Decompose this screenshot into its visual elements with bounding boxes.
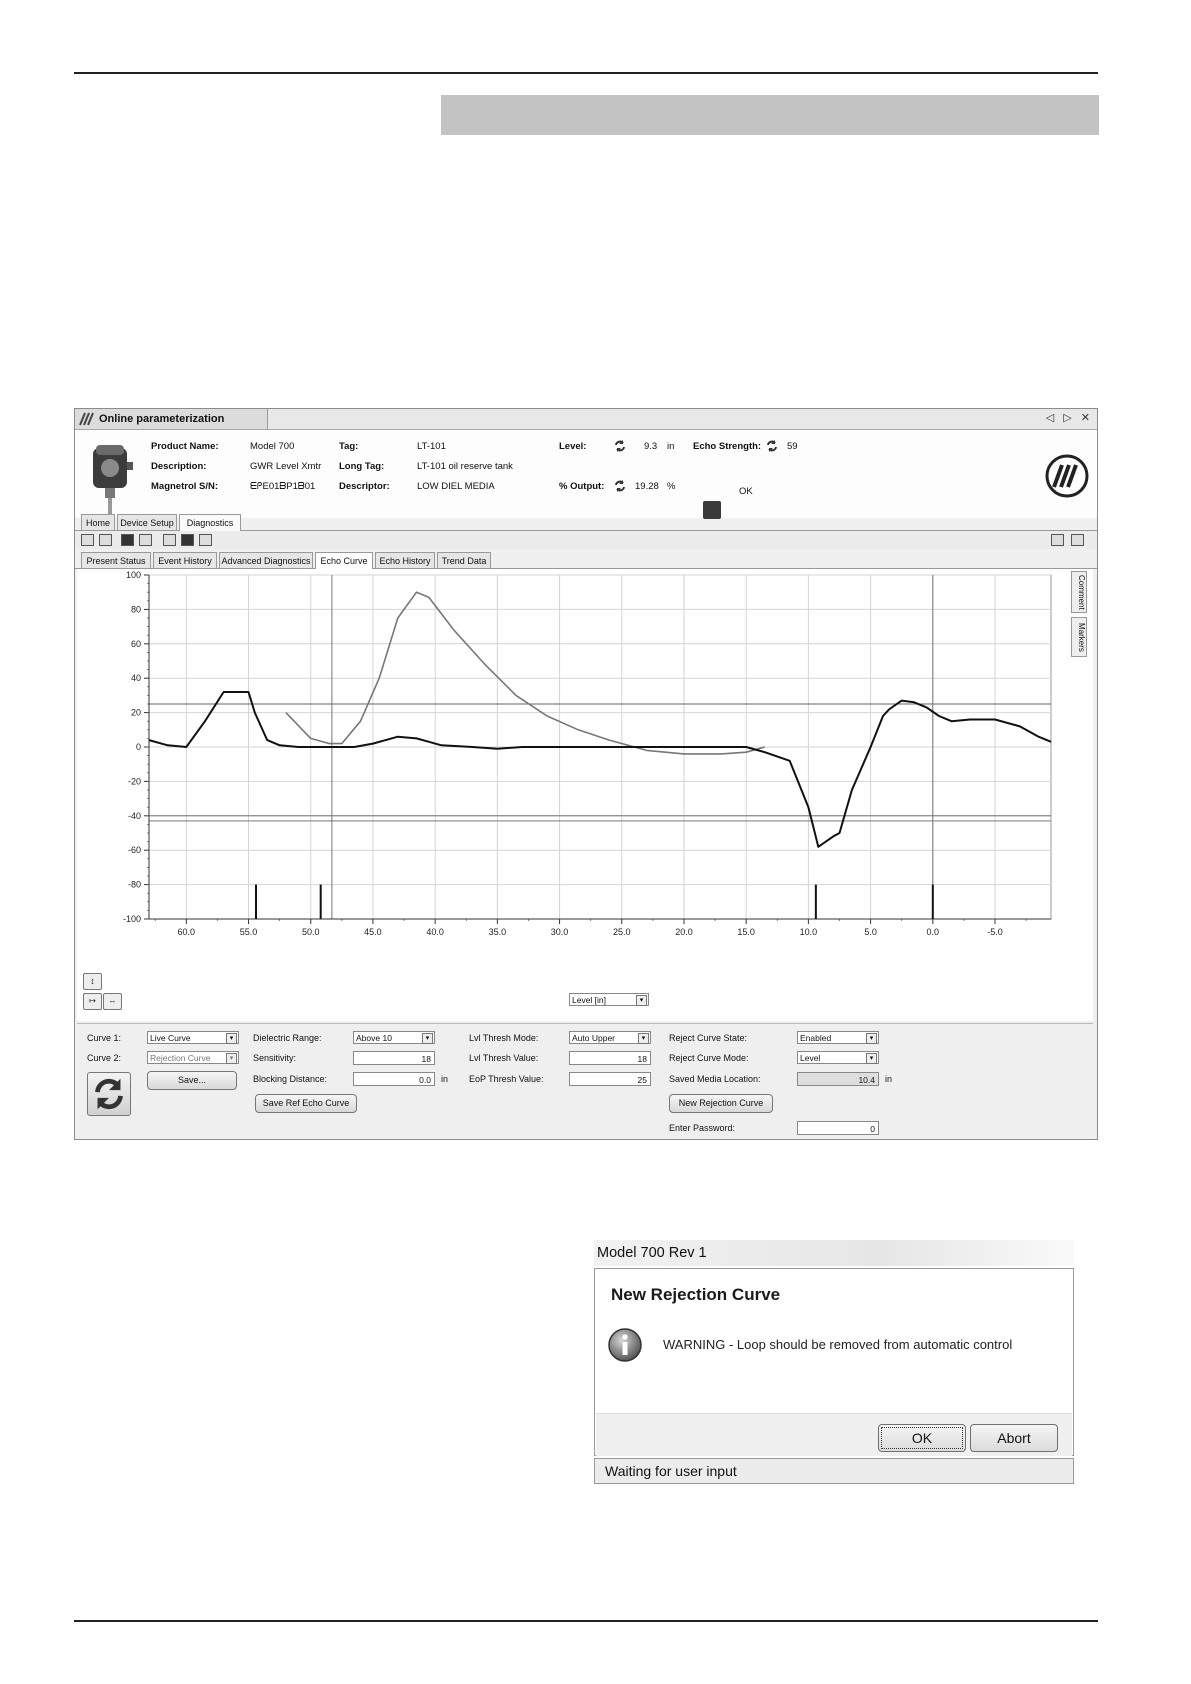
descriptor-label: Descriptor: [339,481,390,492]
blocking-distance-label: Blocking Distance: [253,1074,328,1084]
x-tick-label: 35.0 [488,927,507,937]
x-tick-label: 50.0 [301,927,320,937]
eop-thresh-value-input[interactable]: 25 [569,1072,651,1086]
tab-echo-history[interactable]: Echo History [375,552,435,568]
level-label: Level: [559,441,587,452]
output-label: % Output: [559,481,605,492]
x-tick-label: 0.0 [926,927,940,937]
reject-curve-mode-label: Reject Curve Mode: [669,1053,749,1063]
window-controls[interactable]: ◁ ▷ ✕ [1045,412,1093,424]
info-icon [607,1327,643,1363]
x-tick-label: 15.0 [737,927,755,937]
serial-label: Magnetrol S/N: [151,481,219,492]
tab-trend-data[interactable]: Trend Data [437,552,491,568]
curve2-label: Curve 2: [87,1053,122,1063]
saved-media-location-label: Saved Media Location: [669,1074,761,1084]
dielectric-range-select[interactable] [353,1031,435,1044]
diagnostics-sub-tab-bar [75,550,1097,569]
y-tick-label: -20 [127,776,141,787]
tag-label: Tag: [339,441,359,452]
tab-home[interactable]: Home [81,514,115,530]
zoom-out-horizontal-button[interactable]: ↔ [103,993,122,1010]
lvl-thresh-value-label: Lvl Thresh Value: [469,1053,539,1063]
curve1-label: Curve 1: [87,1033,122,1043]
window-tab[interactable] [75,409,268,429]
curve2-value: Rejection Curve [150,1053,211,1063]
y-tick-label: 0 [135,742,141,752]
dialog-body [594,1268,1074,1456]
ok-button[interactable]: OK [878,1424,966,1452]
lvl-thresh-mode-select[interactable] [569,1031,651,1044]
dialog-message: WARNING - Loop should be removed from automatic control [663,1337,1013,1352]
reject-curve-state-label: Reject Curve State: [669,1033,748,1043]
blocking-distance-unit: in [441,1074,449,1084]
x-tick-label: 20.0 [675,927,693,937]
dialog-status-bar: Waiting for user input [594,1458,1074,1484]
comment-side-tab[interactable]: Comment [1071,571,1087,613]
y-tick-label: 100 [125,570,141,580]
echo-curve-panel [77,569,1093,1021]
window-tab-label: Online parameterization [99,413,225,425]
chevron-down-icon: ▾ [422,1033,433,1044]
x-axis-unit-select[interactable] [569,993,649,1006]
reject-curve-mode-value: Level [800,1053,821,1063]
app-logo-icon [79,412,95,426]
y-tick-label: -80 [127,879,141,890]
dielectric-range-label: Dielectric Range: [253,1033,322,1043]
level-unit: in [667,441,675,452]
device-header [75,430,1097,518]
tab-event-history[interactable]: Event History [153,552,217,568]
chevron-down-icon: ▾ [226,1033,237,1044]
echo-control-panel [77,1023,1093,1138]
tab-diagnostics[interactable]: Diagnostics [179,514,241,531]
product-name-value: Model 700 [250,441,295,452]
save-ref-echo-curve-button[interactable]: Save Ref Echo Curve [255,1094,357,1113]
transmitter-image [87,442,135,516]
y-tick-label: 60 [130,638,141,649]
long-tag-value: LT-101 oil reserve tank [417,461,513,472]
blocking-distance-input[interactable]: 0.0 [353,1072,435,1086]
layout-icon[interactable] [81,534,94,546]
magnetrol-logo-icon [1045,454,1089,498]
output-refresh-icon[interactable] [613,479,627,493]
tab-echo-curve[interactable]: Echo Curve [315,552,373,569]
y-tick-label: 80 [130,604,141,615]
echo-strength-value: 59 [787,441,798,452]
output-value: 19.28 [635,481,659,492]
chevron-down-icon: ▾ [636,995,647,1006]
dielectric-range-value: Above 10 [356,1033,392,1043]
password-input[interactable]: 0 [797,1121,879,1135]
y-tick-label: -100 [122,914,141,924]
abort-button[interactable]: Abort [970,1424,1058,1452]
sensitivity-input[interactable]: 18 [353,1051,435,1065]
output-unit: % [667,481,676,492]
grid-icon[interactable] [99,534,112,546]
zoom-in-horizontal-button[interactable]: ↦ [83,993,102,1010]
online-parameterization-window [74,408,1098,1140]
x-tick-label: 30.0 [550,927,569,937]
serial-value: ᗴᑭE01ᗷP1ᗷ01 [250,481,316,492]
lvl-thresh-mode-label: Lvl Thresh Mode: [469,1033,539,1043]
dialog-heading: New Rejection Curve [611,1285,781,1304]
refresh-curve-button[interactable] [87,1072,131,1116]
print-icon[interactable] [139,534,152,546]
export-icon[interactable] [1051,534,1064,546]
echo-strength-label: Echo Strength: [693,441,762,452]
y-tick-label: 20 [130,707,141,718]
y-tick-label: 40 [130,673,141,684]
x-tick-label: 60.0 [177,927,196,937]
new-rejection-curve-dialog [594,1240,1074,1484]
x-tick-label: 45.0 [364,927,382,937]
stack-icon[interactable] [163,534,176,546]
y-tick-label: -40 [127,810,141,821]
terminal-icon[interactable] [181,534,194,546]
echo-strength-refresh-icon[interactable] [765,439,779,453]
x-axis-unit-value: Level [in] [572,995,607,1005]
chart-icon[interactable] [199,534,212,546]
x-tick-label: 55.0 [239,927,258,937]
section-header-band [441,95,1099,135]
lvl-thresh-value-input[interactable]: 18 [569,1051,651,1065]
refresh-icon [88,1073,130,1115]
new-rejection-curve-button[interactable]: New Rejection Curve [669,1094,773,1113]
chevron-down-icon: ▾ [226,1053,237,1064]
sensitivity-label: Sensitivity: [253,1053,297,1063]
tab-device-setup[interactable]: Device Setup [117,514,177,530]
x-tick-label: 40.0 [426,927,444,937]
dialog-footer [596,1413,1072,1456]
level-value: 9.3 [644,441,658,452]
long-tag-label: Long Tag: [339,461,385,472]
saved-media-location-unit: in [885,1074,893,1084]
nav-tab-bar [75,512,1097,531]
reject-curve-state-value: Enabled [800,1033,832,1043]
window-title-bar [75,409,1097,430]
tag-value: LT-101 [417,441,446,452]
chevron-down-icon: ▾ [638,1033,649,1044]
dialog-title-bar: Model 700 Rev 1 [594,1240,1074,1266]
bottom-rule [74,1620,1098,1622]
tab-advanced-diagnostics[interactable]: Advanced Diagnostics [219,552,313,568]
descriptor-value: LOW DIEL MEDIA [417,481,495,492]
top-rule [74,72,1098,74]
x-tick-label: 25.0 [613,927,631,937]
zoom-vertical-button[interactable]: ↕ [83,973,102,990]
x-tick-label: -5.0 [987,927,1003,937]
enter-password-label: Enter Password: [669,1123,736,1133]
product-name-label: Product Name: [151,441,219,452]
x-tick-label: 5.0 [864,927,877,937]
level-refresh-icon[interactable] [613,439,627,453]
toolbar [75,531,1097,549]
description-value: GWR Level Xmtr [250,461,322,472]
saved-media-location-value: 10.4 [797,1072,879,1086]
save-icon[interactable] [121,534,134,546]
y-tick-label: -60 [127,845,141,856]
tab-present-status[interactable]: Present Status [81,552,151,568]
chevron-down-icon: ▾ [866,1053,877,1064]
eop-thresh-value-label: EoP Thresh Value: [469,1074,544,1084]
save-button[interactable]: Save... [147,1071,237,1090]
chevron-down-icon: ▾ [866,1033,877,1044]
curve1-select[interactable] [147,1031,239,1044]
status-text: OK [739,486,753,497]
x-tick-label: 10.0 [799,927,818,937]
curve1-value: Live Curve [150,1033,191,1043]
help-icon[interactable] [1071,534,1084,546]
lvl-thresh-mode-value: Auto Upper [572,1033,615,1043]
curve2-select[interactable] [147,1051,239,1064]
echo-curve-chart[interactable] [77,569,1067,1021]
description-label: Description: [151,461,207,472]
markers-side-tab[interactable]: Markers [1071,617,1087,657]
reject-curve-mode-select[interactable] [797,1051,879,1064]
reject-curve-state-select[interactable] [797,1031,879,1044]
